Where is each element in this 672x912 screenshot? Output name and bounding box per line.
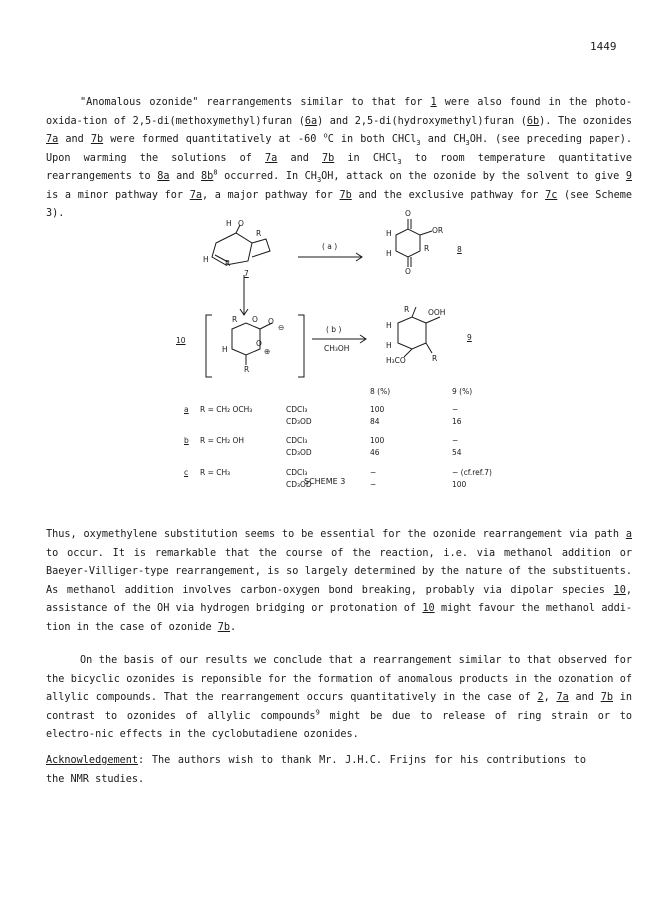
atom-h3co: H₃CO — [386, 356, 406, 365]
page-number: 1449 — [590, 40, 617, 53]
table-row-solvent: CDCl₃ — [286, 436, 308, 445]
path-a-label: ( a ) — [322, 242, 338, 251]
table-row-yield-9: − (cf.ref.7) — [452, 468, 492, 477]
acknowledgement — [46, 752, 586, 789]
atom-h-1: H — [226, 219, 232, 228]
atom-o-3: O — [268, 317, 274, 326]
table-header-9: 9 (%) — [452, 387, 473, 396]
table-row-yield-8: 84 — [370, 417, 380, 426]
compound-8-label: 8 — [457, 245, 462, 254]
atom-h-3: H — [386, 229, 392, 238]
table-row-yield-8: 100 — [370, 436, 385, 445]
table-row-yield-9: 16 — [452, 417, 462, 426]
table-row-yield-9: − — [452, 436, 459, 445]
atom-r-1: R — [256, 229, 262, 238]
table-row-solvent: CDCl₃ — [286, 468, 308, 477]
compound-9-label: 9 — [467, 333, 472, 342]
compound-7-label: 7 — [244, 269, 249, 278]
compound-10-brackets — [206, 315, 304, 377]
table-row-yield-8: 46 — [370, 448, 380, 457]
acknowledgement-label: Acknowledgement — [46, 755, 139, 766]
atom-h-6: H — [386, 321, 392, 330]
charge-minus: ⊖ — [278, 323, 285, 332]
atom-r-6: R — [404, 305, 410, 314]
table-row-solvent: CD₃OD — [286, 417, 312, 426]
scheme-caption: SCHEME 3 — [304, 477, 346, 486]
atom-or: OR — [432, 226, 444, 235]
atom-h-5: H — [222, 345, 228, 354]
ozonide-7-ring — [212, 233, 252, 265]
path-b-label: ( b ) — [326, 325, 342, 334]
scheme-3 — [0, 205, 672, 505]
paragraph-3: On the basis of our results we conclude that a rearrangement similar to that observed for the bicyclic ozonides is reponsible for the formation of anomalous products in the ozonation of allylic compounds. That the rearrangement occurs quantitatively in the case of 2, 7a and 7b in contrast to ozonides of allylic compounds$^9$ might be due to release of ring strain or to electro-nic effects in the cyclobutadiene ozonides. — [46, 655, 632, 740]
table-header-8: 8 (%) — [370, 387, 391, 396]
acknowledgement-text: : The authors wish to thank Mr. J.H.C. Frijns for his contributions to the NMR studies. — [46, 755, 586, 785]
table-row-key: b — [184, 436, 189, 445]
compound-9-ring — [398, 317, 426, 349]
charge-plus: ⊕ — [264, 347, 271, 356]
compound-8-ring — [396, 229, 420, 257]
table-row-substituent: R = CH₂ OCH₃ — [200, 405, 253, 414]
atom-o-bottom: O — [405, 267, 411, 276]
table-row-solvent: CD₃OD — [286, 480, 312, 489]
table-row-yield-8: 100 — [370, 405, 385, 414]
table-row-yield-9: − — [452, 405, 459, 414]
atom-h-7: H — [386, 341, 392, 350]
table-row-yield-9: 54 — [452, 448, 462, 457]
table-row-substituent: R = CH₃ — [200, 468, 231, 477]
paragraph-2: Thus, oxymethylene substitution seems to be essential for the ozonide rearrangement via path a to occur. It is remarkable that the course of the reaction, i.e. via methanol addition or Baeyer-Villiger-type rearrangement, is so largely determined by the nature of the substituents. As methanol addition involves carbon-oxygen bond breaking, probably via dipolar species 10, assistance of the OH via hydrogen bridging or protonation of 10 might favour the methanol addi-tion in the case of ozonide 7b. — [46, 529, 632, 633]
atom-o-top: O — [405, 209, 411, 218]
table-row-solvent: CDCl₃ — [286, 405, 308, 414]
reagent-label: CH₃OH — [324, 344, 350, 353]
atom-r-2: R — [225, 259, 231, 268]
atom-r-5: R — [244, 365, 250, 374]
atom-r-3: R — [424, 244, 430, 253]
table-row-yield-8: − — [370, 468, 377, 477]
atom-r-4: R — [232, 315, 238, 324]
atom-h-4: H — [386, 249, 392, 258]
atom-r-7: R — [432, 354, 438, 363]
table-row-yield-8: − — [370, 480, 377, 489]
atom-o-1: O — [238, 219, 244, 228]
table-row-yield-9: 100 — [452, 480, 467, 489]
table-row-substituent: R = CH₂ OH — [200, 436, 245, 445]
ozonide-7-bridge — [236, 225, 270, 257]
atom-o-4: O — [256, 339, 262, 348]
paragraph-1: "Anomalous ozonide" rearrangements similar to that for 1 were also found in the photo-oxida-tion of 2,5-di(methoxymethyl)furan (6a) and 2,5-di(hydroxymethyl)furan (6b). The ozonides 7a and 7b were formed quantitatively at -60 $^o$C in both CHCl$_3$ and $CH_3OH$. (see preceding paper). Upon warming the solutions of 7a and 7b in CHCl$_3$ to room temperature quantitative rearrangements to 8a and $8b^8$ occurred. In $CH_3OH$, attack on the ozonide by the solvent to give 9 is a minor pathway for 7a, a major pathway for 7b and the exclusive pathway for 7c (see Scheme 3). — [46, 97, 633, 219]
atom-o-2: O — [252, 315, 258, 324]
compound-10-label: 10 — [176, 336, 186, 345]
atom-h-2: H — [203, 255, 209, 264]
atom-ooh: OOH — [428, 308, 446, 317]
table-row-solvent: CD₃OD — [286, 448, 312, 457]
table-row-key: c — [184, 468, 189, 477]
table-row-key: a — [184, 405, 189, 414]
